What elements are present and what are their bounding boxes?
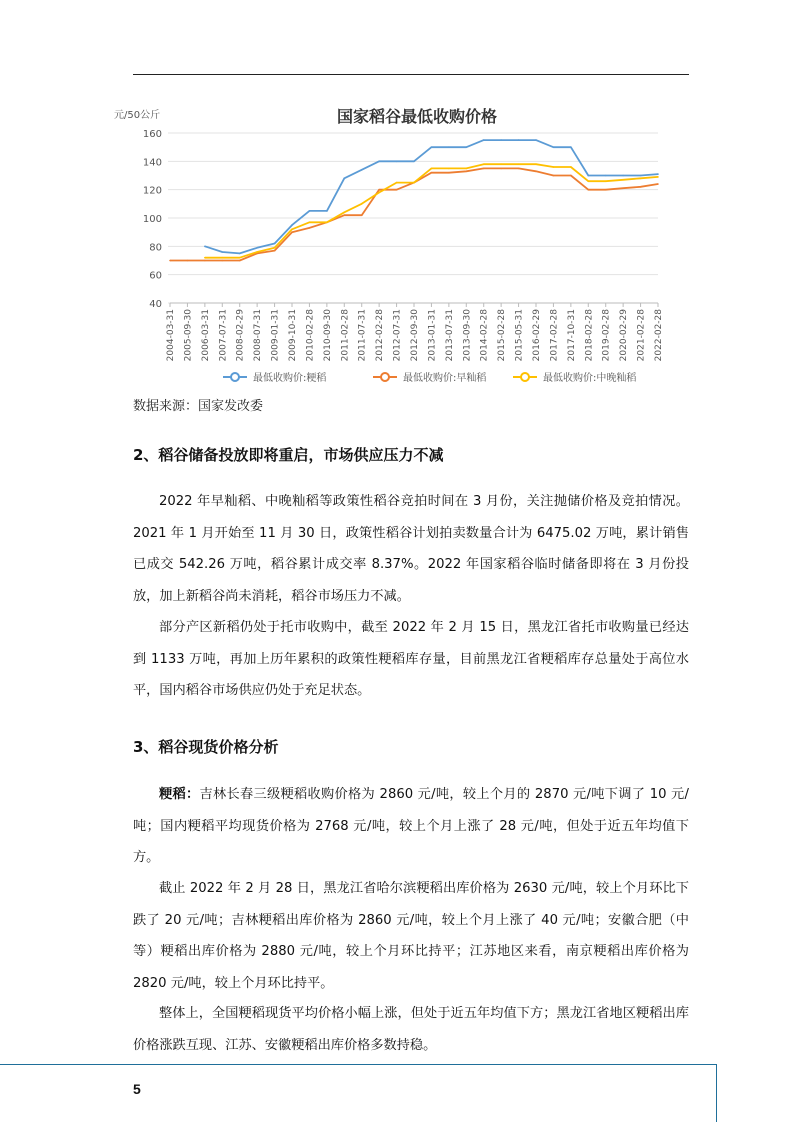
data-point <box>239 257 241 259</box>
y-tick-label: 60 <box>149 270 162 282</box>
data-point <box>518 163 520 165</box>
x-tick-label: 2019-02-28 <box>601 309 612 362</box>
data-point <box>657 176 659 178</box>
legend-label: 最低收购价:粳稻 <box>253 373 327 384</box>
x-tick-label: 2010-09-30 <box>322 309 333 362</box>
data-point <box>256 247 258 249</box>
y-tick-label: 160 <box>142 129 162 140</box>
data-point <box>291 231 293 233</box>
data-point <box>274 250 276 252</box>
data-point <box>431 168 433 170</box>
x-tick-label: 2012-09-30 <box>410 309 420 362</box>
data-point <box>535 170 537 172</box>
data-point <box>309 227 311 229</box>
data-point <box>204 257 206 259</box>
data-point <box>587 175 589 177</box>
data-point <box>605 180 607 182</box>
x-tick-label: 2013-09-30 <box>462 309 473 362</box>
y-tick-label: 120 <box>142 185 162 197</box>
paragraph-2: 部分产区新稻仍处于托市收购中，截至 2022 年 2 月 15 日，黑龙江省托市收购量已经达到 1133 万吨，再加上历年累积的政策性粳稻库存量，目前黑龙江省粳稻库存总量处于高位水平，国内稻谷市场供应仍处于充足状态。 <box>133 620 689 698</box>
x-tick-label: 2017-10-31 <box>566 309 577 362</box>
data-point <box>291 229 293 231</box>
data-point <box>343 214 345 216</box>
x-tick-label: 2011-07-31 <box>357 309 368 362</box>
x-tick-label: 2012-07-31 <box>392 309 403 362</box>
data-point <box>622 187 624 189</box>
data-point <box>396 182 398 184</box>
paragraph-4: 截止 2022 年 2 月 28 日，黑龙江省哈尔滨粳稻出库价格为 2630 元/吨，较上个月环比下跌了 20 元/吨；吉林粳稻出库价格为 2860 元/吨，较上个月上涨了 40 元/吨；安徽合肥（中等）粳稻出库价格为 2880 元/吨，较上个月环比持平；江苏地区来看，南京粳稻出库价格为 2820 元/吨，较上个月环比持平。 <box>133 881 689 991</box>
data-point <box>535 139 537 141</box>
data-point <box>309 210 311 212</box>
legend-label: 最低收购价:中晚籼稻 <box>543 373 637 384</box>
footer-vertical-rule <box>716 1064 717 1122</box>
data-point <box>361 169 363 171</box>
data-point <box>187 260 189 262</box>
data-point <box>431 146 433 148</box>
data-point <box>239 253 241 255</box>
x-tick-label: 2012-02-28 <box>375 309 386 362</box>
data-point <box>483 139 485 141</box>
data-point <box>239 260 241 262</box>
data-point <box>274 247 276 249</box>
footer-rule <box>0 1064 717 1065</box>
chart-ylabel: 元/50公斤 <box>114 110 161 121</box>
data-point <box>640 186 642 188</box>
data-point <box>500 139 502 141</box>
data-point <box>413 182 415 184</box>
data-point <box>204 260 206 262</box>
y-tick-label: 100 <box>142 214 162 225</box>
data-point <box>465 146 467 148</box>
data-point <box>291 224 293 226</box>
data-point <box>657 183 659 185</box>
data-point <box>553 175 555 177</box>
chart-title: 国家稻谷最低收购价格 <box>336 107 498 126</box>
series-line-0 <box>205 140 658 253</box>
data-point <box>640 175 642 177</box>
data-point <box>204 246 206 248</box>
data-point <box>518 139 520 141</box>
paragraph-3-lead: 粳稻： <box>159 787 200 802</box>
price-chart <box>110 96 670 386</box>
data-point <box>500 168 502 170</box>
x-tick-label: 2007-07-31 <box>218 309 229 362</box>
legend-swatch-marker <box>521 373 529 381</box>
data-point <box>413 161 415 163</box>
x-tick-label: 2008-02-29 <box>235 309 246 362</box>
data-point <box>553 146 555 148</box>
data-point <box>465 170 467 172</box>
data-point <box>448 172 450 174</box>
data-point <box>657 173 659 175</box>
data-point <box>553 166 555 168</box>
x-tick-label: 2009-01-31 <box>270 309 281 362</box>
x-tick-label: 2017-02-28 <box>549 309 560 362</box>
data-point <box>640 178 642 180</box>
data-point <box>448 146 450 148</box>
data-point <box>518 168 520 170</box>
x-tick-label: 2006-03-31 <box>200 309 211 362</box>
y-tick-label: 40 <box>149 299 162 310</box>
data-point <box>448 168 450 170</box>
data-point <box>378 192 380 194</box>
x-tick-label: 2020-02-29 <box>619 309 630 362</box>
y-tick-label: 140 <box>142 157 162 169</box>
data-point <box>587 180 589 182</box>
x-tick-label: 2022-02-28 <box>654 309 664 362</box>
legend-swatch-marker <box>231 373 239 381</box>
x-tick-label: 2008-07-31 <box>253 309 264 362</box>
paragraph-3-body: 吉林长春三级粳稻收购价格为 2860 元/吨，较上个月的 2870 元/吨下调了 10 元/吨；国内粳稻平均现货价格为 2768 元/吨，较上个月上涨了 28 元/吨，但处于近五年均值下方。 <box>133 787 689 865</box>
data-point <box>605 189 607 191</box>
data-point <box>309 221 311 223</box>
data-point <box>343 178 345 180</box>
data-point <box>570 146 572 148</box>
x-tick-label: 2015-02-28 <box>497 309 508 362</box>
x-tick-label: 2005-09-30 <box>183 309 194 362</box>
paragraph-1: 2022 年早籼稻、中晚籼稻等政策性稻谷竞拍时间在 3 月份，关注抛储价格及竞拍情况。2021 年 1 月开始至 11 月 30 日，政策性稻谷计划拍卖数量合计为 6475.02 万吨，累计销售已成交 542.26 万吨，稻谷累计成交率 8.37%。2022 年国家稻谷临时储备即将在 3 月份投放，加上新稻谷尚未消耗，稻谷市场压力不减。 <box>133 494 689 604</box>
data-point <box>256 251 258 253</box>
data-point <box>431 172 433 174</box>
x-tick-label: 2014-02-28 <box>479 309 490 362</box>
data-source: 数据来源：国家发改委 <box>133 399 264 414</box>
data-point <box>169 260 171 262</box>
x-tick-label: 2018-02-28 <box>584 309 595 362</box>
data-point <box>535 163 537 165</box>
data-point <box>221 260 223 262</box>
x-tick-label: 2010-02-28 <box>305 309 316 362</box>
data-point <box>378 189 380 191</box>
paragraph-5: 整体上，全国粳稻现货平均价格小幅上涨，但处于近五年均值下方；黑龙江省地区粳稻出库价格涨跌互现、江苏、安徽粳稻出库价格多数持稳。 <box>133 1006 689 1053</box>
section-heading-3: 3、稻谷现货价格分析 <box>133 738 279 756</box>
data-point <box>378 161 380 163</box>
x-tick-label: 2004-03-31 <box>166 309 176 362</box>
data-point <box>361 203 363 205</box>
x-tick-label: 2011-02-28 <box>340 309 351 362</box>
x-tick-label: 2009-10-31 <box>288 309 298 362</box>
data-point <box>622 179 624 181</box>
data-point <box>622 175 624 177</box>
data-point <box>274 243 276 245</box>
data-point <box>483 163 485 165</box>
data-point <box>396 161 398 163</box>
x-tick-label: 2016-02-29 <box>532 309 542 362</box>
data-point <box>326 221 328 223</box>
x-tick-label: 2015-05-31 <box>514 309 525 362</box>
data-point <box>396 189 398 191</box>
data-point <box>221 251 223 253</box>
x-tick-label: 2013-07-31 <box>444 309 455 362</box>
legend-swatch-marker <box>381 373 389 381</box>
data-point <box>483 168 485 170</box>
data-point <box>605 175 607 177</box>
y-tick-label: 80 <box>149 242 162 254</box>
data-point <box>361 214 363 216</box>
data-point <box>343 212 345 214</box>
data-point <box>587 189 589 191</box>
header-rule <box>133 74 689 75</box>
data-point <box>570 175 572 177</box>
data-point <box>570 166 572 168</box>
section-heading-2: 2、稻谷储备投放即将重启，市场供应压力不减 <box>133 446 444 464</box>
data-point <box>500 163 502 165</box>
legend-label: 最低收购价:早籼稻 <box>403 373 487 384</box>
data-point <box>465 168 467 170</box>
data-point <box>326 210 328 212</box>
page-number: 5 <box>133 1081 141 1097</box>
x-tick-label: 2021-02-28 <box>636 309 647 362</box>
data-point <box>221 257 223 259</box>
x-tick-label: 2013-01-31 <box>427 309 438 362</box>
paragraph-3 <box>133 779 689 874</box>
